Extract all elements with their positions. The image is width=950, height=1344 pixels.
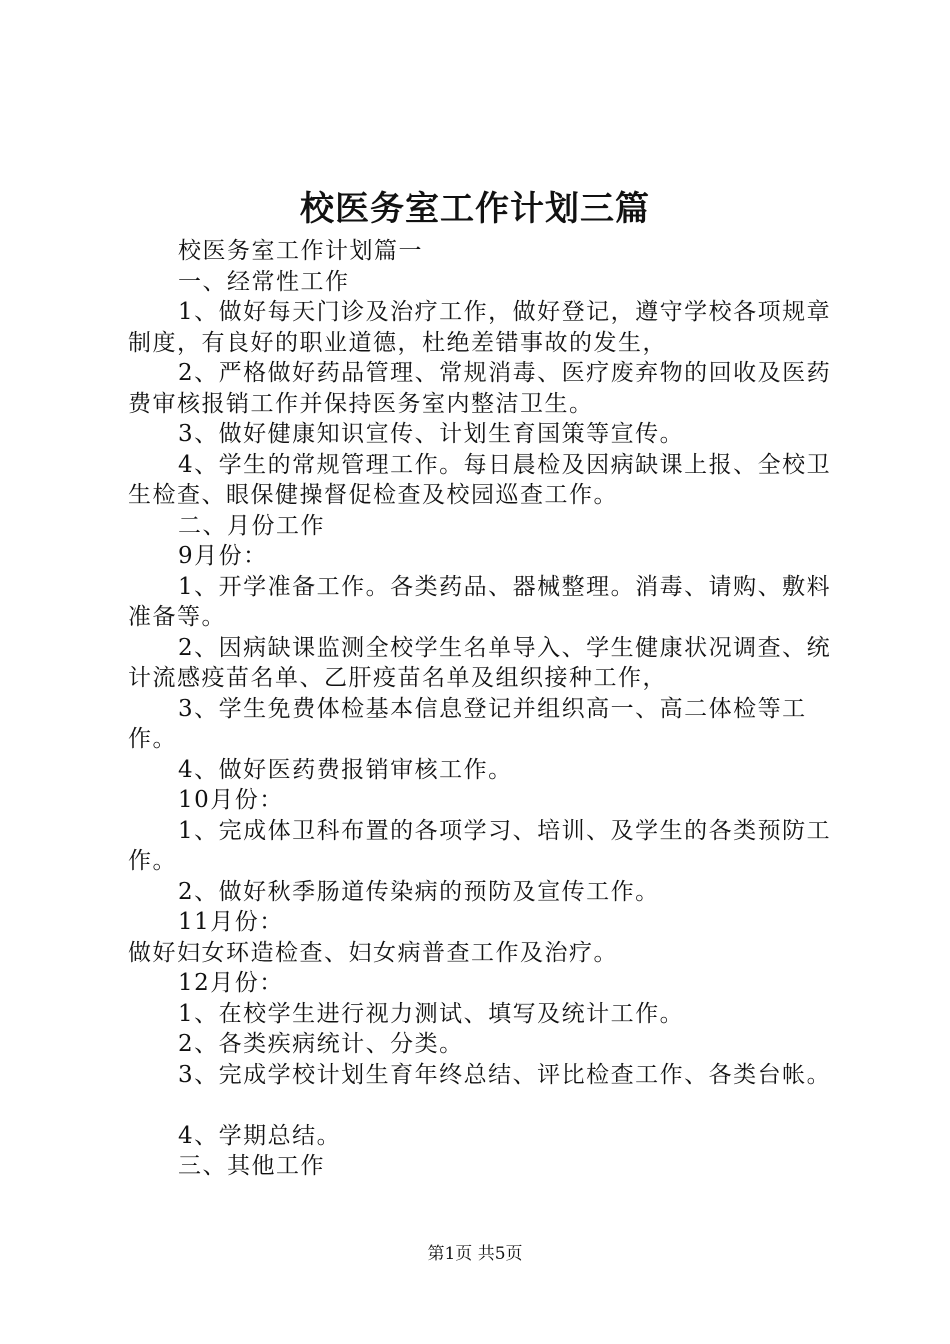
list-item: 2、做好秋季肠道传染病的预防及宣传工作。 xyxy=(178,878,660,905)
document-title: 校医务室工作计划三篇 xyxy=(300,189,650,229)
list-item: 2、各类疾病统计、分类。 xyxy=(178,1031,464,1057)
list-item: 3、学生免费体检基本信息登记并组织高一、高二体检等工作。 xyxy=(128,695,807,752)
section-heading: 二、月份工作 xyxy=(178,512,325,539)
list-item: 1、做好每天门诊及治疗工作，做好登记，遵守学校各项规章制度，有良好的职业道德，杜绝差错事故的发生， xyxy=(128,299,832,356)
list-item: 做好妇女环造检查、妇女病普查工作及治疗。 xyxy=(128,939,618,966)
section-heading: 一、经常性工作 xyxy=(178,268,350,295)
month-heading: 10月份： xyxy=(178,787,284,813)
page-footer: 第1页 共5页 xyxy=(427,1244,523,1264)
section-heading: 校医务室工作计划篇一 xyxy=(178,238,423,264)
list-item: 4、做好医药费报销审核工作。 xyxy=(178,756,513,783)
list-item: 2、严格做好药品管理、常规消毒、医疗废弃物的回收及医药费审核报销工作并保持医务室内整洁卫生。 xyxy=(128,360,832,417)
list-item: 1、在校学生进行视力测试、填写及统计工作。 xyxy=(178,1000,685,1027)
list-item: 4、学期总结。 xyxy=(178,1122,342,1149)
list-item: 1、完成体卫科布置的各项学习、培训、及学生的各类预防工作。 xyxy=(128,817,832,874)
section-heading: 三、其他工作 xyxy=(178,1153,325,1179)
month-heading: 11月份： xyxy=(178,909,284,935)
document-body xyxy=(128,236,840,1182)
list-item: 3、完成学校计划生育年终总结、评比检查工作、各类台帐。 xyxy=(178,1061,832,1088)
list-item: 4、学生的常规管理工作。每日晨检及因病缺课上报、全校卫生检查、眼保健操督促检查及校园巡查工作。 xyxy=(128,451,832,508)
month-heading: 12月份： xyxy=(178,970,284,996)
list-item: 3、做好健康知识宣传、计划生育国策等宣传。 xyxy=(178,421,685,447)
list-item: 1、开学准备工作。各类药品、器械整理。消毒、请购、敷料准备等。 xyxy=(128,573,832,630)
list-item: 2、因病缺课监测全校学生名单导入、学生健康状况调查、统计流感疫苗名单、乙肝疫苗名单及组织接种工作， xyxy=(128,634,832,691)
month-heading: 9月份： xyxy=(178,543,268,569)
